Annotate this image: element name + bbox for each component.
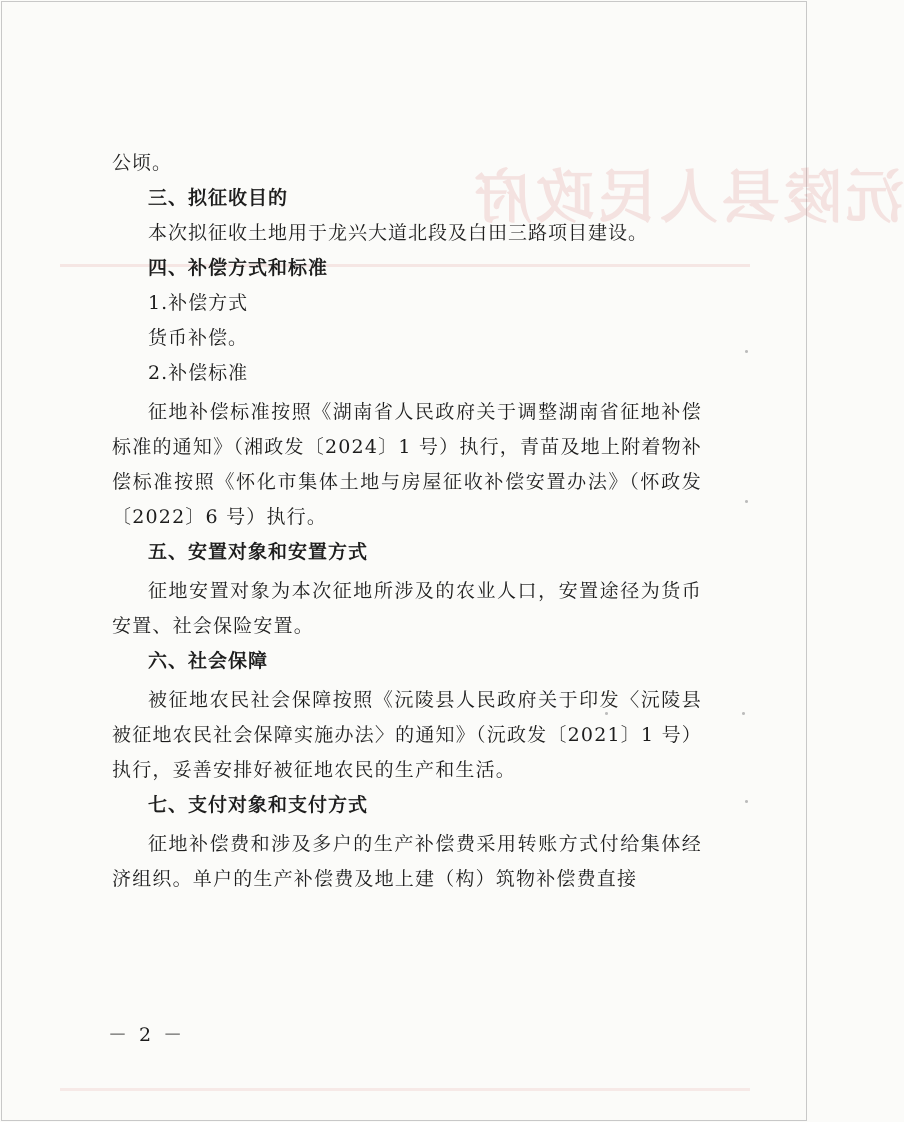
scan-speck [605,712,608,715]
text-line: 公顷。 [112,152,173,174]
bleed-through-letterhead: 沅陵县人民政府 [470,163,904,231]
scan-speck [742,712,745,715]
section-heading-4: 四、补偿方式和标准 [148,257,329,279]
scan-speck [745,800,748,803]
scan-speck [745,500,748,503]
subheading-compensation-method: 1.补偿方式 [148,292,249,314]
section-heading-5: 五、安置对象和安置方式 [148,541,369,563]
subheading-compensation-standard: 2.补偿标准 [148,362,249,384]
section-heading-3: 三、拟征收目的 [148,187,289,209]
payment-paragraph: 征地补偿费和涉及多户的生产补偿费采用转账方式付给集体经济组织。单户的生产补偿费及地上建（构）筑物补偿费直接 [112,833,702,890]
social-security-paragraph: 被征地农民社会保障按照《沅陵县人民政府关于印发〈沅陵县被征地农民社会保障实施办法〉的通知》（沅政发〔2021〕1 号）执行，妥善安排好被征地农民的生产和生活。 [112,689,702,781]
scan-speck [745,350,748,353]
compensation-standard-paragraph: 征地补偿标准按照《湖南省人民政府关于调整湖南省征地补偿标准的通知》（湘政发〔2024〕1 号）执行，青苗及地上附着物补偿标准按照《怀化市集体土地与房屋征收补偿安置办法》（怀政发〔2022〕6 号）执行。 [112,401,702,528]
compensation-method-text: 货币补偿。 [148,327,249,349]
document-body [112,150,702,898]
page-number: － 2 － [108,1024,186,1046]
resettlement-paragraph: 征地安置对象为本次征地所涉及的农业人口，安置途径为货币安置、社会保险安置。 [112,580,702,637]
bleed-through-bottom-rule [60,1088,750,1091]
section-heading-6: 六、社会保障 [148,650,269,672]
purpose-text: 本次拟征收土地用于龙兴大道北段及白田三路项目建设。 [148,222,649,244]
section-heading-7: 七、支付对象和支付方式 [148,794,369,816]
